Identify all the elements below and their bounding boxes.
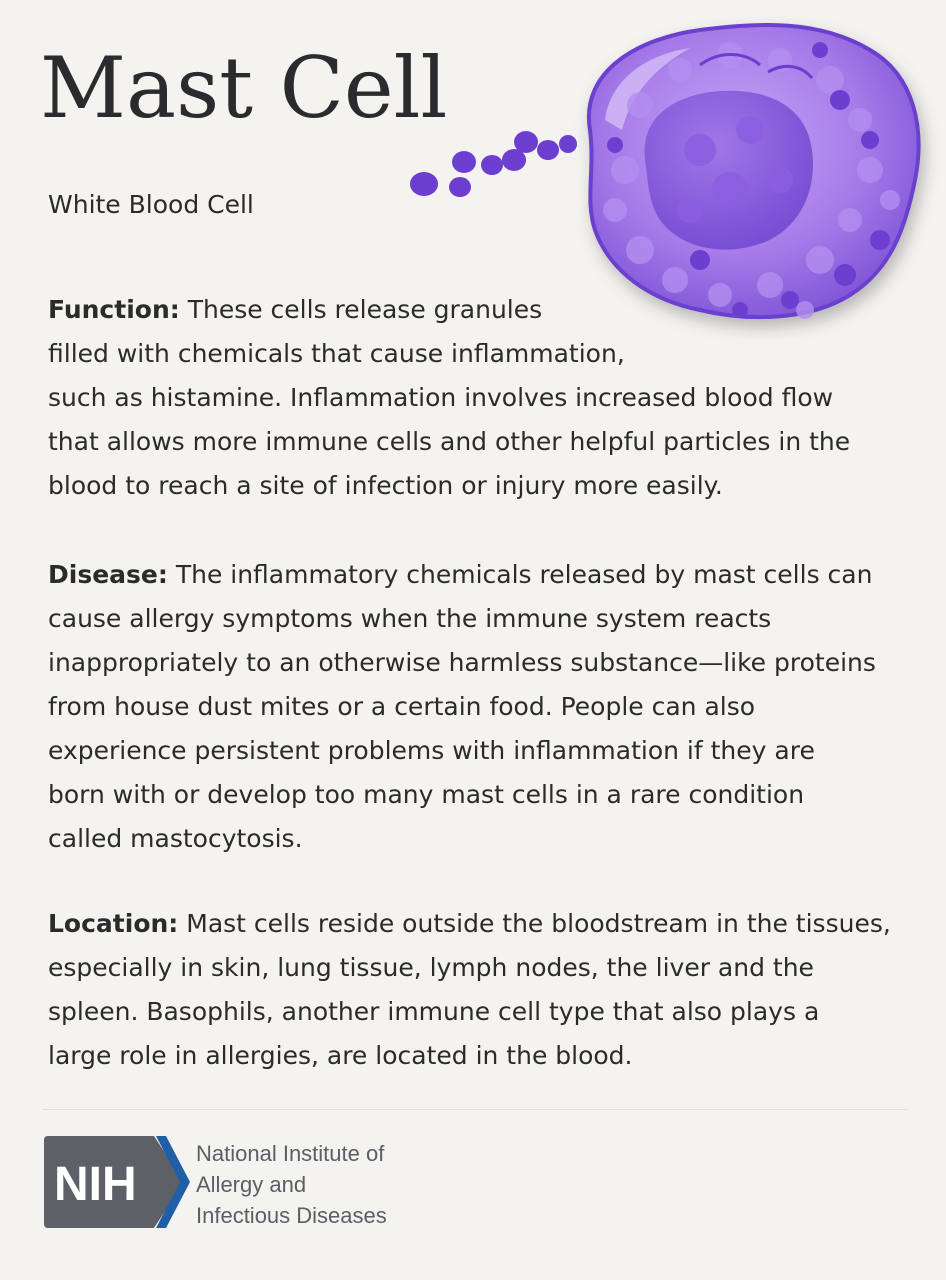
function-section — [48, 288, 928, 508]
disease-line-7: called mastocytosis. — [48, 824, 303, 853]
nih-logo-text: NIH — [54, 1158, 137, 1211]
function-line-2: filled with chemicals that cause inflammation, — [48, 339, 625, 368]
function-line-4: that allows more immune cells and other helpful particles in the — [48, 427, 851, 456]
organization-name — [196, 1138, 387, 1231]
org-line-3: Infectious Diseases — [196, 1203, 387, 1228]
function-line-5: blood to reach a site of infection or injury more easily. — [48, 471, 723, 500]
org-line-2: Allergy and — [196, 1172, 307, 1197]
org-line-1: National Institute of — [196, 1141, 385, 1166]
disease-label: Disease: — [48, 560, 168, 589]
disease-line-2: cause allergy symptoms when the immune system reacts — [48, 604, 772, 633]
disease-line-1: The inflammatory chemicals released by mast cells can — [175, 560, 873, 589]
footer-divider — [42, 1109, 908, 1110]
location-line-2: especially in skin, lung tissue, lymph nodes, the liver and the — [48, 953, 814, 982]
function-line-3: such as histamine. Inflammation involves increased blood flow — [48, 383, 834, 412]
location-line-1: Mast cells reside outside the bloodstream in the tissues, — [186, 909, 891, 938]
released-granules — [410, 131, 577, 197]
location-line-3: spleen. Basophils, another immune cell type that also plays a — [48, 997, 820, 1026]
disease-line-3: inappropriately to an otherwise harmless substance—like proteins — [48, 648, 876, 677]
nih-logo — [44, 1136, 190, 1228]
location-line-4: large role in allergies, are located in the blood. — [48, 1041, 633, 1070]
disease-section — [48, 553, 928, 861]
function-label: Function: — [48, 295, 180, 324]
disease-line-6: born with or develop too many mast cells in a rare condition — [48, 780, 805, 809]
page-subtitle: White Blood Cell — [48, 190, 254, 219]
page-title: Mast Cell — [40, 39, 448, 137]
disease-line-4: from house dust mites or a certain food. People can also — [48, 692, 756, 721]
location-label: Location: — [48, 909, 179, 938]
location-section — [48, 902, 928, 1078]
disease-line-5: experience persistent problems with inflammation if they are — [48, 736, 815, 765]
function-line-1: These cells release granules — [187, 295, 543, 324]
